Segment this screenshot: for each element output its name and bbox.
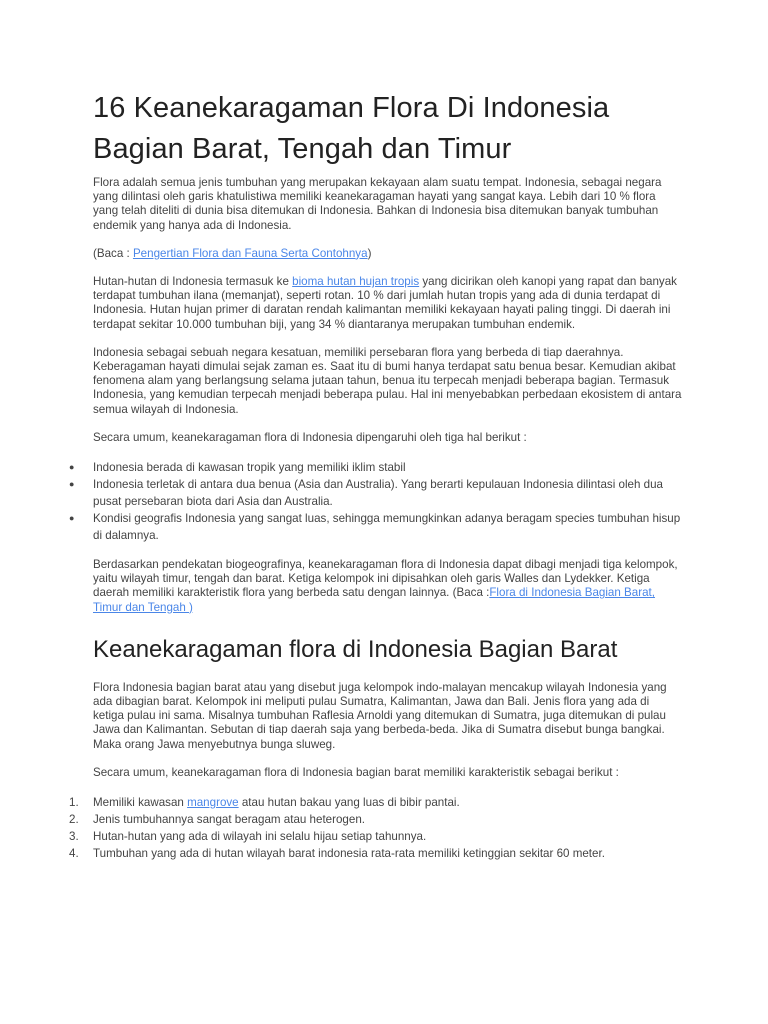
section-heading-bagian-barat: Keanekaragaman flora di Indonesia Bagian Barat [93,635,618,663]
list-item-text: Jenis tumbuhannya sangat beragam atau heterogen. [93,813,366,827]
list-item-text: Kondisi geografis Indonesia yang sangat luas, sehingga memungkinkan adanya beragam species tumbuhan hisup di dalamnya. [93,512,681,543]
list-number: 3. [69,830,79,844]
list-item [69,476,683,510]
bullet-marker: ● [69,479,75,490]
list-item [69,510,683,544]
list-item [69,459,683,476]
list-item [69,828,683,845]
bullet-marker: ● [69,462,75,473]
link-mangrove[interactable]: mangrove [187,796,239,810]
list-item-text: Hutan-hutan yang ada di wilayah ini selalu hijau setiap tahunnya. [93,830,427,844]
link-pengertian-flora-fauna[interactable]: Pengertian Flora dan Fauna Serta Contohnya [132,246,368,260]
item-suffix: atau hutan bakau yang luas di bibir pantai. [238,796,460,810]
paragraph-flora-definition: Flora adalah semua jenis tumbuhan yang merupakan kekayaan alam suatu tempat. Indonesia, sebagai negara yang dilintasi oleh garis khatulistiwa memiliki keanekaragaman hayati yang sangat kaya. Lebih dari 10 % flora yang telah diteliti di dunia bisa ditemukan di Indonesia. Bahkan di Indonesia bisa ditemukan banyak tumbuhan endemik yang hanya ada di Indonesia. [93,176,662,232]
paragraph-biogeografi [93,558,683,615]
biogeografi-text: Berdasarkan pendekatan biogeografinya, keanekaragaman flora di Indonesia dapat dibagi menjadi tiga kelompok, yaitu wilayah timur, tengah dan barat. Ketiga kelompok ini dipisahkan oleh garis Walles dan Lydekker. Ketiga daerah memiliki karakteristik flora yang berbeda satu dengan lainnya. (Baca : [93,558,678,600]
baca-prefix: (Baca : [93,246,133,260]
list-number: 4. [69,847,79,861]
hutan-prefix: Hutan-hutan di Indonesia termasuk ke [93,275,293,289]
link-bioma-hutan-hujan-tropis[interactable]: bioma hutan hujan tropis [292,275,420,289]
item-prefix: Memiliki kawasan [93,796,188,810]
bullet-list-faktor [69,459,683,544]
link-flora-indonesia-barat-timur-tengah[interactable]: Flora di Indonesia Bagian Barat, Timur dan Tengah ) [93,586,655,614]
paragraph-faktor-intro: Secara umum, keanekaragaman flora di Indonesia dipengaruhi oleh tiga hal berikut : [93,430,527,444]
paragraph-flora-barat: Flora Indonesia bagian barat atau yang disebut juga kelompok indo-malayan mencakup wilayah Indonesia yang ada dibagian barat. Kelompok ini meliputi pulau Sumatra, Kalimantan, Jawa dan Bali. Jenis flora yang ada di ketiga pulau ini sama. Misalnya tumbuhan Raflesia Arnoldi yang ditemukan di Sumatra, juga ditemukan di pulau Jawa dan Kalimantan. Sebutan di tiap daerah saja yang berbeda-beda. Jika di Sumatra disebut bunga bangkai. Maka orang Jawa menyebutnya bunga sluweg. [93,680,667,751]
list-item-text: Indonesia berada di kawasan tropik yang memiliki iklim stabil [93,461,406,475]
paragraph-baca-1 [93,247,683,261]
hutan-suffix: yang dicirikan oleh kanopi yang rapat dan banyak terdapat tumbuhan ilana (memanjat), seperti rotan. 10 % dari jumlah hutan tropis yang ada di dunia terdapat di Indonesia. Hutan hujan primer di daratan rendah kalimantan memiliki kekayaan hayati paling tinggi. Di daerah ini terdapat sekitar 10.000 tumbuhan biji, yang 34 % diantaranya merupakan tumbuhan endemik. [93,275,677,331]
list-number: 2. [69,813,79,827]
baca-suffix: ) [367,246,372,260]
list-item [69,794,683,811]
document-page [69,88,683,876]
page-title: 16 Keanekaragaman Flora Di Indonesia Bagian Barat, Tengah dan Timur [93,92,610,165]
list-item [69,845,683,862]
paragraph-persebaran-flora: Indonesia sebagai sebuah negara kesatuan, memiliki persebaran flora yang berbeda di tiap daerahnya. Keberagaman hayati dimulai sejak zaman es. Saat itu di bumi hanya terdapat satu benua besar. Kemudian akibat fenomena alam yang berlangsung selama jutaan tahun, benua itu terpecah menjadi beberapa bagian. Termasuk Indonesia, yang kemudian terpecah menjadi beberapa pulau. Hal ini menyebabkan perbedaan ekosistem di antara semua wilayah di Indonesia. [93,345,682,416]
list-item [69,811,683,828]
list-item-text: Tumbuhan yang ada di hutan wilayah barat indonesia rata-rata memiliki ketinggian sekitar 60 meter. [93,847,605,861]
list-item-text: Indonesia terletak di antara dua benua (Asia dan Australia). Yang berarti kepulauan Indonesia dilintasi oleh dua pusat persebaran biota dari Asia dan Australia. [93,478,663,509]
numbered-list-karakteristik [69,794,683,862]
paragraph-karakteristik-intro: Secara umum, keanekaragaman flora di Indonesia bagian barat memiliki karakteristik sebagai berikut : [93,765,619,779]
bullet-marker: ● [69,513,75,524]
list-number: 1. [69,796,79,810]
paragraph-hutan-hujan [93,275,683,332]
